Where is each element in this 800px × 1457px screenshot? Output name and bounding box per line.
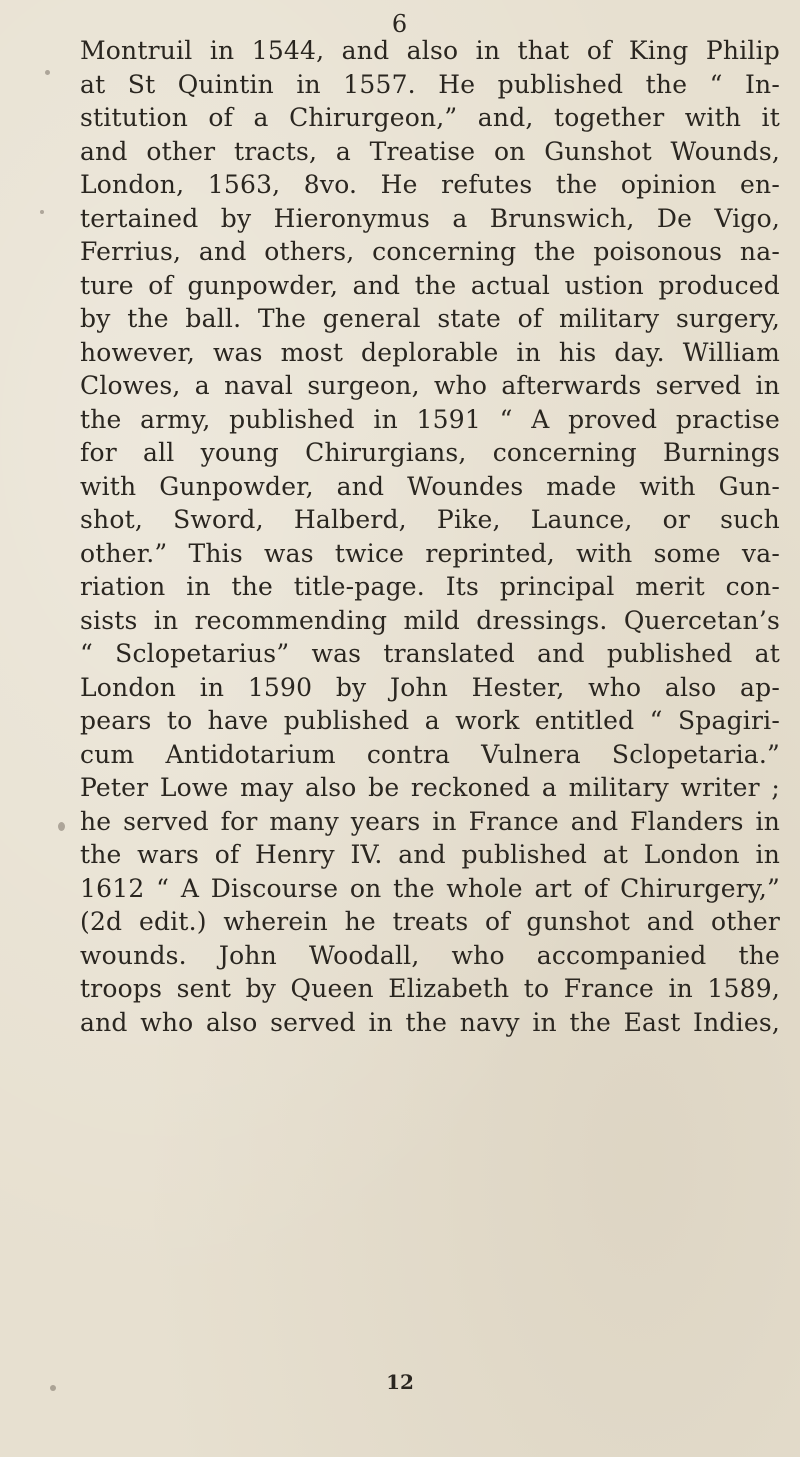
- page-number: 6: [391, 10, 409, 38]
- paper-speck: [45, 70, 50, 75]
- text-line: (2d edit.) wherein he treats of gunshot and other: [80, 907, 780, 936]
- text-line: troops sent by Queen Elizabeth to France in 1589,: [80, 974, 780, 1003]
- text-line: Peter Lowe may also be reckoned a military writer ;: [80, 773, 780, 802]
- signature-mark: 12: [386, 1370, 414, 1394]
- text-line: Ferrius, and others, concerning the poisonous na-: [80, 237, 780, 266]
- text-line: 1612 “ A Discourse on the whole art of Chirurgery,”: [80, 873, 780, 903]
- text-line: other.” This was twice reprinted, with some va-: [80, 538, 780, 568]
- text-line: pears to have published a work entitled “ Spagiri-: [80, 706, 780, 735]
- text-line: and other tracts, a Treatise on Gunshot Wounds,: [80, 136, 780, 166]
- paper-speck: [50, 1385, 56, 1391]
- text-line: riation in the title-page. Its principal merit con-: [80, 572, 780, 601]
- text-line: and who also served in the navy in the East Indies,: [80, 1007, 780, 1037]
- text-line: for all young Chirurgians, concerning Burnings: [80, 438, 780, 467]
- text-line: London in 1590 by John Hester, who also ap-: [80, 672, 780, 702]
- text-line: cum Antidotarium contra Vulnera Sclopetaria.”: [80, 739, 780, 769]
- text-line: however, was most deplorable in his day. William: [80, 337, 780, 367]
- text-line: the wars of Henry IV. and published at London in: [80, 840, 780, 869]
- text-line: stitution of a Chirurgeon,” and, together with it: [80, 103, 780, 132]
- paper-speck: [58, 822, 65, 831]
- text-line: he served for many years in France and Flanders in: [80, 806, 780, 836]
- body-text: [80, 34, 780, 1039]
- text-line: by the ball. The general state of military surgery,: [80, 304, 780, 333]
- text-line: Montruil in 1544, and also in that of King Philip: [80, 36, 780, 65]
- text-line: “ Sclopetarius” was translated and published at: [80, 639, 780, 668]
- text-line: London, 1563, 8vo. He refutes the opinion en-: [80, 170, 780, 199]
- text-line: the army, published in 1591 “ A proved practise: [80, 404, 780, 434]
- text-line: with Gunpowder, and Woundes made with Gun-: [80, 471, 780, 501]
- text-line: sists in recommending mild dressings. Quercetan’s: [80, 605, 780, 635]
- text-line: wounds. John Woodall, who accompanied the: [80, 940, 780, 970]
- paper-speck: [40, 210, 44, 214]
- text-line: at St Quintin in 1557. He published the “ In-: [80, 69, 780, 99]
- text-line: Clowes, a naval surgeon, who afterwards served in: [80, 371, 780, 400]
- text-line: shot, Sword, Halberd, Pike, Launce, or such: [80, 505, 780, 534]
- text-line: ture of gunpowder, and the actual ustion produced: [80, 270, 780, 300]
- text-line: tertained by Hieronymus a Brunswich, De Vigo,: [80, 203, 780, 233]
